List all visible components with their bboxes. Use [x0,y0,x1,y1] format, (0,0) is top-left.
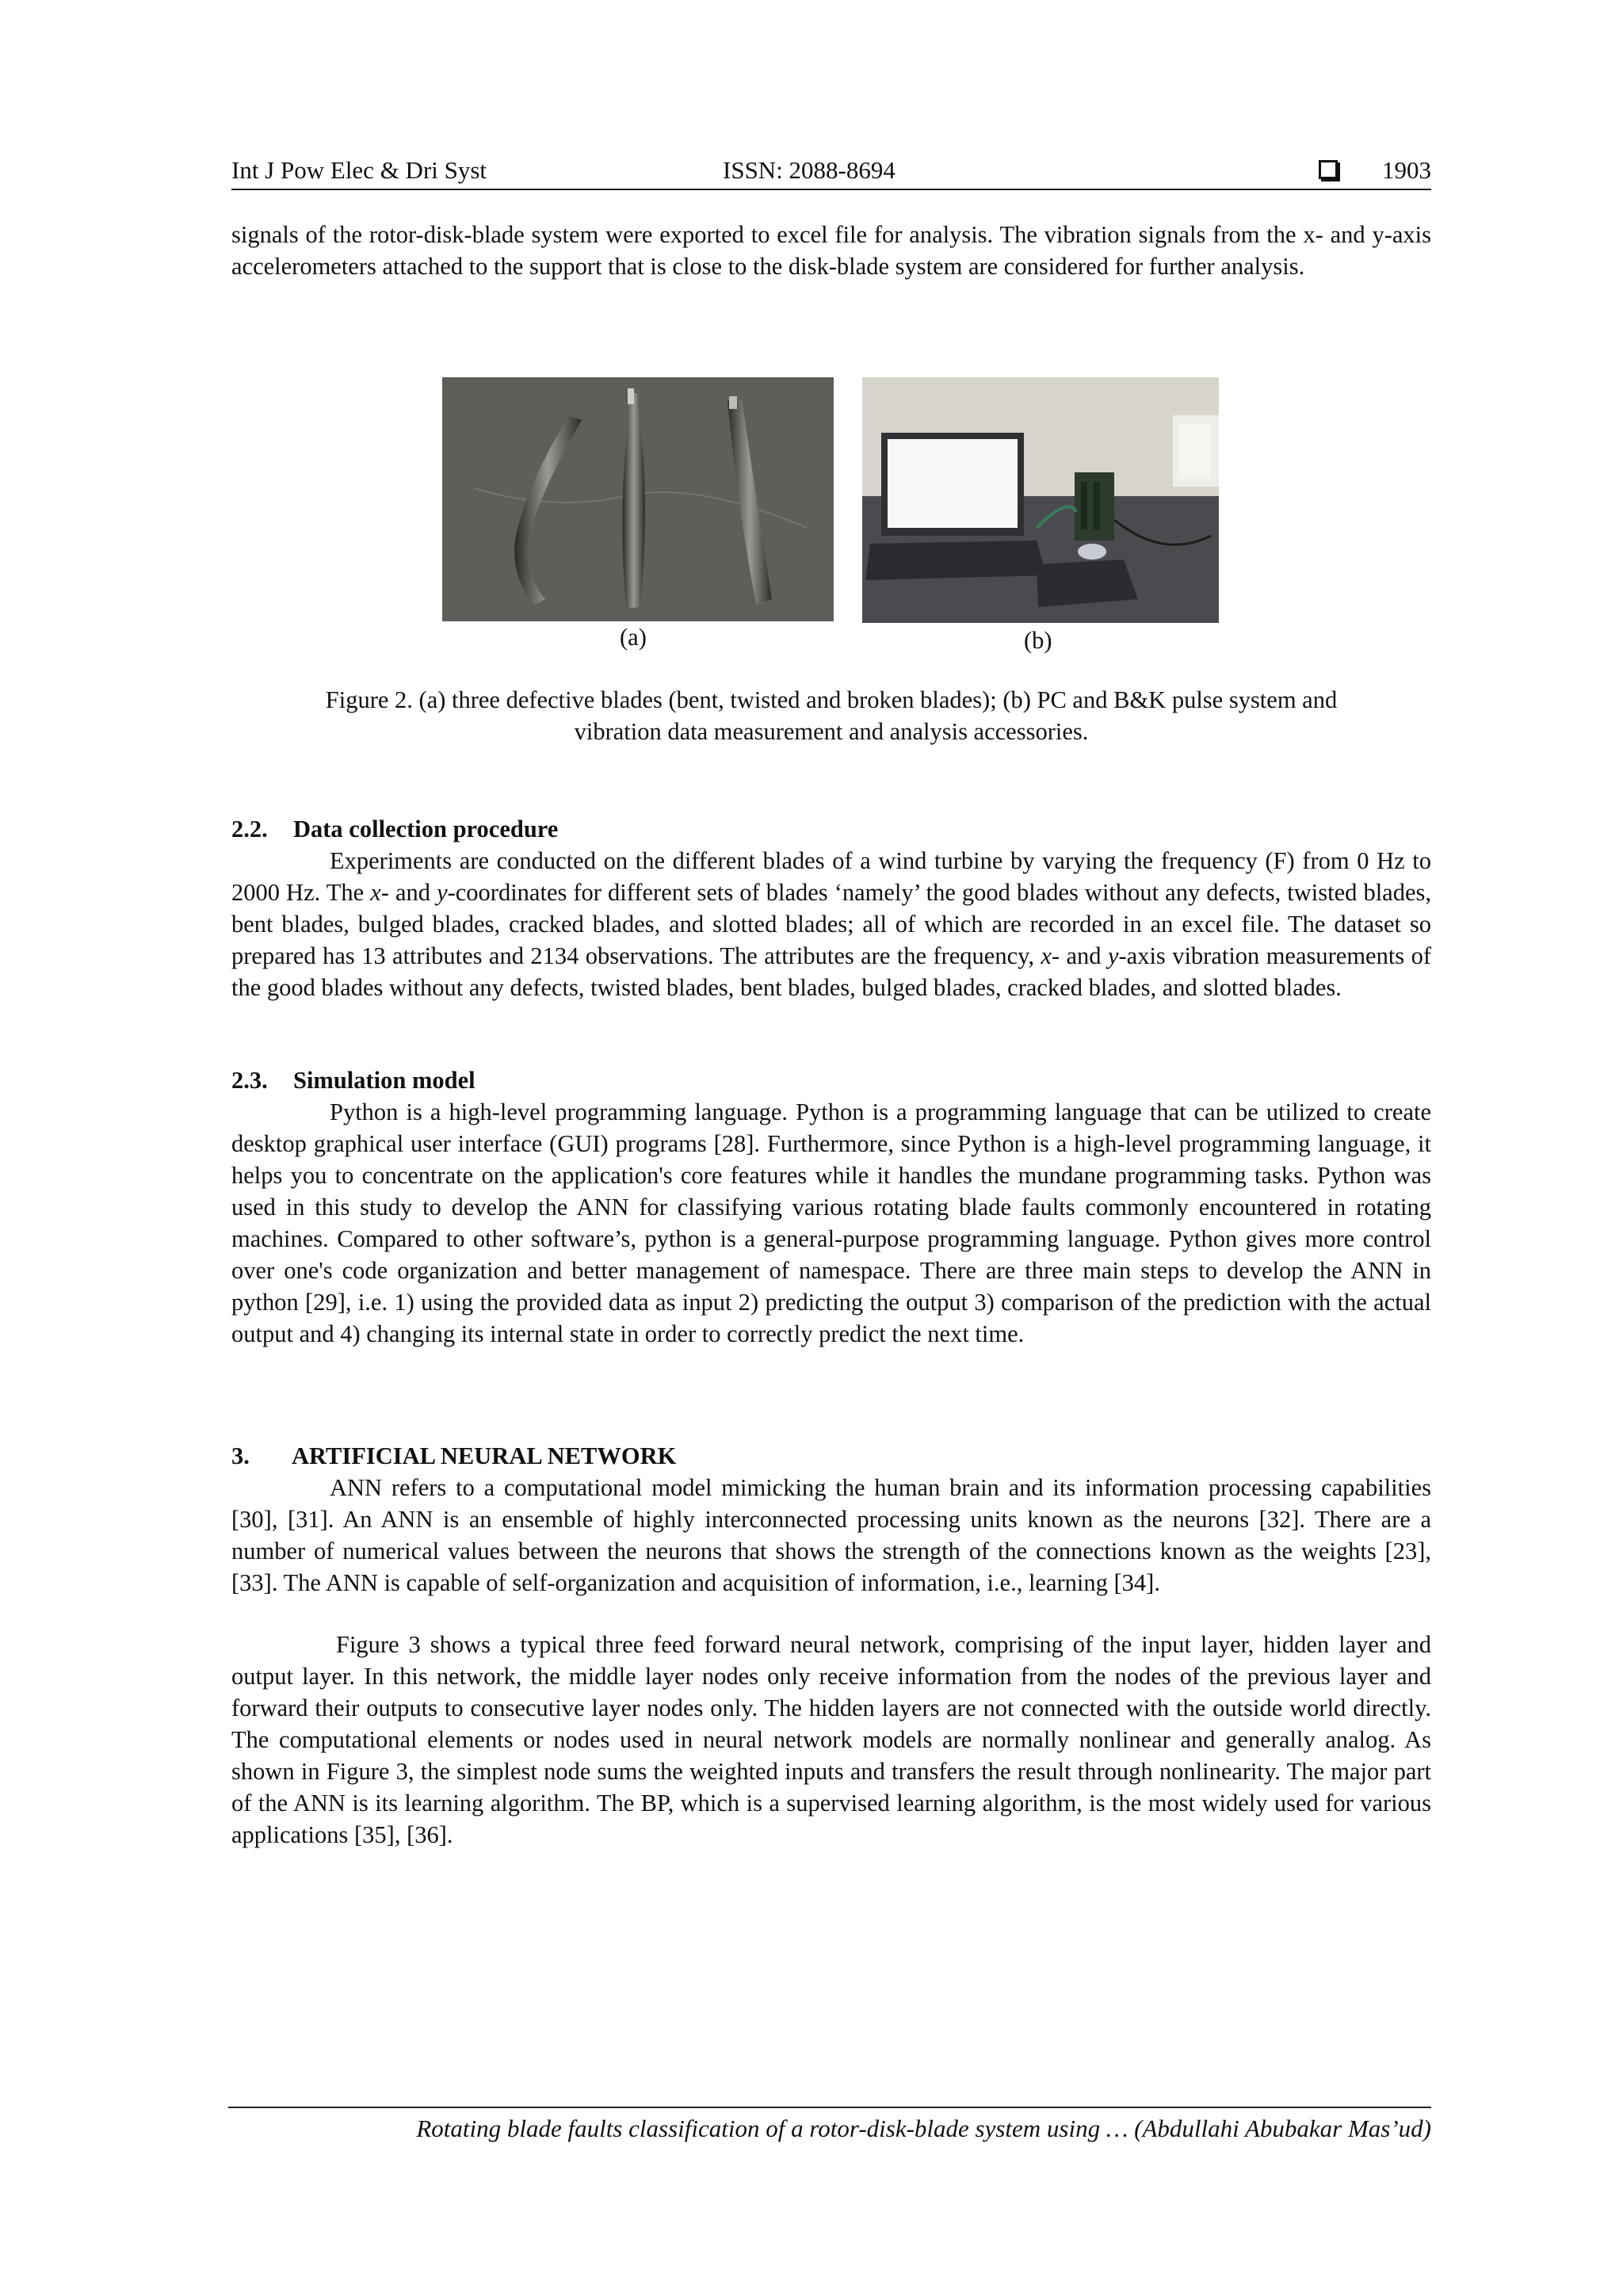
section-number: 2.3. [231,1067,268,1094]
section-3-paragraph-2: Figure 3 shows a typical three feed forward neural network, comprising of the input layer, hidden layer and output layer. In this network, the middle layer nodes only receive information from the nodes of the previous layer and forward their outputs to consecutive layer nodes only. The hidden layers are not connected with the outside world directly. The computational elements or nodes used in neural network models are normally nonlinear and generally analog. As shown in Figure 3, the simplest node sums the weighted inputs and transfers the result through nonlinearity. The major part of the ANN is its learning algorithm. The BP, which is a supervised learning algorithm, is the most widely used for various applications [35], [36]. [231,1631,1431,1848]
figure-2-caption [231,684,1431,747]
paper-page [231,0,1431,2296]
section-2-3-paragraph: Python is a high-level programming language. Python is a programming language that can be utilized to create desktop graphical user interface (GUI) programs [28]. Furthermore, since Python is a high-level programming language, it helps you to concentrate on the application's core features while it handles the mundane programming tasks. Python was used in this study to develop the ANN for classifying various rotating blade faults commonly encountered in rotating machines. Compared to other software’s, python is a general-purpose programming language. Python gives more control over one's code organization and better management of namespace. There are three main steps to develop the ANN in python [29], i.e. 1) using the provided data as input 2) predicting the output 3) comparison of the prediction with the actual output and 4) changing its internal state in order to correctly predict the next time. [231,1098,1431,1347]
section-title: Data collection procedure [293,816,559,842]
figure-2a-photo [442,377,834,621]
section-2-2-paragraph: Experiments are conducted on the different blades of a wind turbine by varying the frequency (F) from 0 Hz to 2000 Hz. The x- and y-coordinates for different sets of blades ‘namely’ the good blades without any defects, twisted blades, bent blades, bulged blades, cracked blades, and slotted blades; all of which are recorded in an excel file. The dataset so prepared has 13 attributes and 2134 observations. The attributes are the frequency, x- and y-axis vibration measurements of the good blades without any defects, twisted blades, bent blades, bulged blades, cracked blades, and slotted blades. [231,847,1431,1001]
section-3-paragraph-1: ANN refers to a computational model mimicking the human brain and its information processing capabilities [30], [31]. An ANN is an ensemble of highly interconnected processing units known as the neurons [32]. There are a number of numerical values between the neurons that shows the strength of the connections known as the weights [23], [33]. The ANN is capable of self-organization and acquisition of information, i.e., learning [34]. [231,1474,1431,1596]
section-2-3-heading [231,1064,475,1096]
section-number: 2.2. [231,816,268,842]
issn: ISSN: 2088-8694 [723,156,896,184]
running-header [231,152,1431,190]
figure-caption-line-2: vibration data measurement and analysis accessories. [574,718,1089,745]
section-3-heading [231,1440,676,1472]
pc-pulse-system-image [862,377,1219,623]
figure-2b-photo [862,377,1219,623]
section-title: ARTIFICIAL NEURAL NETWORK [292,1442,677,1469]
intro-paragraph: signals of the rotor-disk-blade system were exported to excel file for analysis. The vibration signals from the x- and y-axis accelerometers attached to the support that is close to the disk-blade system are considered for further analysis. [231,221,1431,280]
figure-caption-line-1: Figure 2. (a) three defective blades (bent, twisted and broken blades); (b) PC and B&K pulse system and [325,686,1338,713]
section-number: 3. [231,1442,250,1469]
section-title: Simulation model [293,1067,475,1094]
figure-2a-label: (a) [620,624,647,651]
figure-2b-label: (b) [1024,627,1052,654]
defective-blades-image [442,377,834,621]
journal-name: Int J Pow Elec & Dri Syst [231,156,487,184]
footer-rule [228,2107,1431,2108]
page-number: 1903 [1382,156,1431,184]
section-2-2-heading [231,813,558,845]
square-bullet-icon [1319,160,1338,179]
running-footer: Rotating blade faults classification of a rotor-disk-blade system using … (Abdullahi Abubakar Mas’ud) [416,2115,1431,2142]
